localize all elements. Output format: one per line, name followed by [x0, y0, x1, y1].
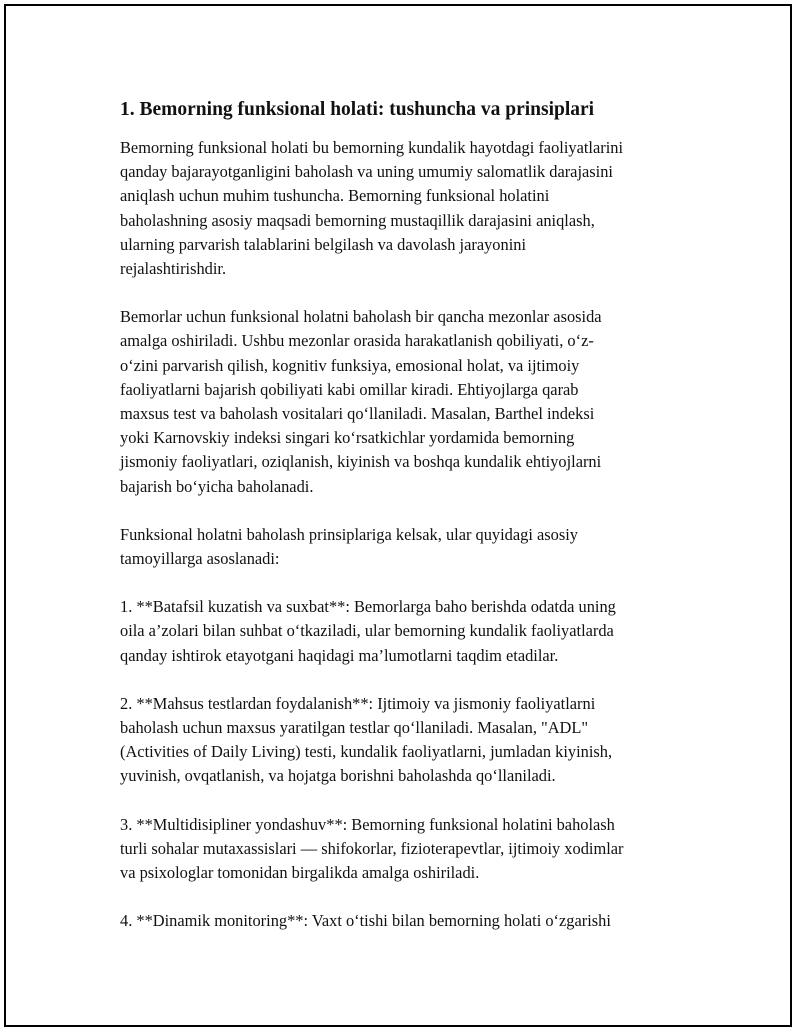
- text-line: aniqlash uchun muhim tushuncha. Bemorning funksional holatini: [120, 186, 550, 206]
- page-frame: [4, 4, 792, 1027]
- text-line: (Activities of Daily Living) testi, kundalik faoliyatlarni, jumladan kiyinish,: [120, 742, 613, 762]
- page-title: 1. Bemorning funksional holati: tushuncha va prinsiplari: [120, 99, 595, 120]
- text-line: qanday bajarayotganligini baholash va uning umumiy salomatlik darajasini: [120, 162, 613, 182]
- text-line: qanday ishtirok etayotgani haqidagi ma’lumotlarni taqdim etadilar.: [120, 645, 559, 665]
- paragraph-intro: [120, 136, 710, 281]
- list-item-dynamic-monitoring: [120, 909, 710, 933]
- text-line: faoliyatlarni bajarish qobiliyati kabi omillar kiradi. Ehtiyojlarga qarab: [120, 379, 579, 399]
- text-line: ularning parvarish talablarini belgilash va davolash jarayonini: [120, 234, 526, 254]
- list-item-multidisciplinary: [120, 813, 710, 886]
- list-item-special-tests: [120, 692, 710, 789]
- paragraph-criteria: [120, 305, 710, 499]
- list-item-observation: [120, 595, 710, 668]
- text-line: oila a’zolari bilan suhbat o‘tkaziladi, ular bemorning kundalik faoliyatlarda: [120, 621, 614, 641]
- text-line: turli sohalar mutaxassislari — shifokorlar, fizioterapevtlar, ijtimoiy xodimlar: [120, 838, 624, 858]
- paragraph-principles-intro: [120, 523, 710, 571]
- text-line: maxsus test va baholash vositalari qo‘llaniladi. Masalan, Barthel indeksi: [120, 404, 595, 424]
- text-line: baholashning asosiy maqsadi bemorning mustaqillik darajasini aniqlash,: [120, 210, 595, 230]
- text-line: 2. **Mahsus testlardan foydalanish**: Ijtimoiy va jismoniy faoliyatlarni: [120, 693, 596, 713]
- text-line: baholash uchun maxsus yaratilgan testlar qo‘llaniladi. Masalan, "ADL": [120, 718, 589, 738]
- text-line: Funksional holatni baholash prinsiplariga kelsak, ular quyidagi asosiy: [120, 524, 578, 544]
- text-line: 1. **Batafsil kuzatish va suxbat**: Bemorlarga baho berishda odatda uning: [120, 597, 616, 617]
- text-line: yoki Karnovskiy indeksi singari ko‘rsatkichlar yordamida bemorning: [120, 428, 575, 448]
- text-line: 3. **Multidisipliner yondashuv**: Bemorning funksional holatini baholash: [120, 814, 615, 834]
- text-line: Bemorning funksional holati bu bemorning kundalik hayotdagi faoliyatlarini: [120, 138, 624, 157]
- text-line: amalga oshiriladi. Ushbu mezonlar orasida harakatlanish qobiliyati, o‘z-: [120, 331, 594, 351]
- text-line: rejalashtirishdir.: [120, 259, 227, 279]
- text-line: jismoniy faoliyatlari, oziqlanish, kiyinish va boshqa kundalik ehtiyojlarni: [120, 452, 602, 472]
- text-line: tamoyillarga asoslanadi:: [120, 549, 280, 569]
- text-line: o‘zini parvarish qilish, kognitiv funksiya, emosional holat, va ijtimoiy: [120, 355, 580, 375]
- text-line: 4. **Dinamik monitoring**: Vaxt o‘tishi bilan bemorning holati o‘zgarishi: [120, 911, 611, 931]
- document-body: [120, 98, 710, 957]
- text-line: bajarish bo‘yicha baholanadi.: [120, 476, 314, 496]
- text-line: va psixologlar tomonidan birgalikda amalga oshiriladi.: [120, 863, 480, 883]
- text-line: yuvinish, ovqatlanish, va hojatga borishni baholashda qo‘llaniladi.: [120, 766, 556, 786]
- text-line: Bemorlar uchun funksional holatni baholash bir qancha mezonlar asosida: [120, 307, 602, 327]
